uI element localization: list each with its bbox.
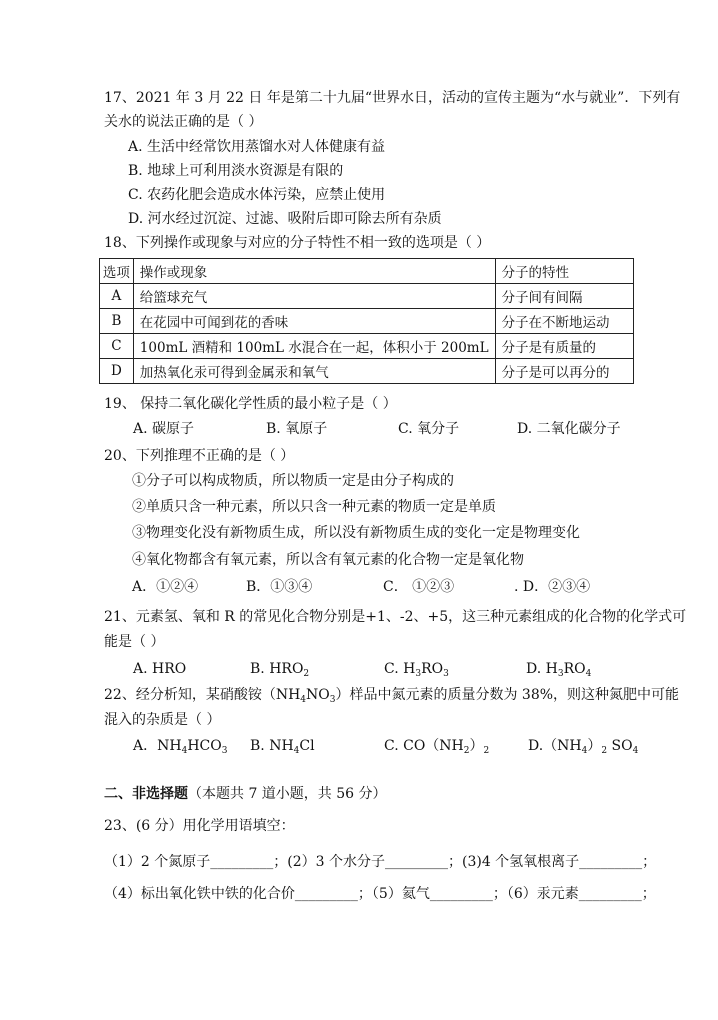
q22-option-d: $D.(NH_4)_2$ $SO_4$ <box>528 738 639 756</box>
q21-option-d: D. $H_3RO_4$ <box>526 661 592 679</box>
table-cell: 在花园中可闻到花的香味 <box>133 309 495 334</box>
table-row <box>100 309 634 334</box>
table-cell: A <box>100 284 134 309</box>
q17-stem-line2: 关水的说法正确的是（ ） <box>104 114 263 130</box>
q20-item-2: ②单质只含一种元素，所以只含一种元素的物质一定是单质 <box>132 499 496 515</box>
q20-option-a: A．①②④ <box>132 579 199 595</box>
table-header-cell: 选项 <box>100 259 134 284</box>
q22-stem-line2: 混入的杂质是（ ） <box>104 712 221 728</box>
q17-option-a: A. 生活中经常饮用蒸馏水对人体健康有益 <box>128 139 386 155</box>
q17-option-b: B. 地球上可利用淡水资源是有限的 <box>128 163 344 179</box>
q18-stem: 18、下列操作或现象与对应的分子特性不相一致的选项是（ ） <box>104 235 491 251</box>
table-cell: 分子是有质量的 <box>495 334 633 359</box>
q20-option-c: C． ①②③ <box>383 579 455 595</box>
q19-option-c: C. 氧分子 <box>398 421 460 437</box>
table-cell: 分子是可以再分的 <box>495 359 633 384</box>
q20-item-3: ③物理变化没有新物质生成，所以没有新物质生成的变化一定是物理变化 <box>132 525 580 541</box>
table-cell: D <box>100 359 134 384</box>
q21-option-c: C. $H_3RO_3$ <box>384 661 449 679</box>
section-title: 二、非选择题 <box>104 786 188 802</box>
q20-option-d: . D．②③④ <box>514 579 591 595</box>
q17-stem-line1: 17、2021 年 3 月 22 日 年是第二十九届“世界水日，活动的宣传主题为“水与就业”．下列有 <box>104 90 681 106</box>
table-cell: 分子间有间隔 <box>495 284 633 309</box>
q22-option-c: C. $CO(NH_2)_2$ <box>384 738 490 756</box>
table-cell: 给篮球充气 <box>133 284 495 309</box>
table-row <box>100 334 634 359</box>
q22-option-a: A．$NH_4HCO_3$ <box>133 738 228 756</box>
q19-option-b: B. 氧原子 <box>266 421 328 437</box>
table-header-cell: 操作或现象 <box>133 259 495 284</box>
table-header-row <box>100 259 634 284</box>
table-header-cell: 分子的特性 <box>495 259 633 284</box>
section-note: （本题共 7 道小题，共 56 分） <box>188 786 387 802</box>
q20-stem: 20、下列推理不正确的是（ ） <box>104 448 295 464</box>
q19-option-d: D. 二氧化碳分子 <box>517 421 621 437</box>
table-row <box>100 359 634 384</box>
q23-line1: （1）2 个氮原子_________；(2）3 个水分子_________；(3)4 个氢氧根离子_________； <box>104 854 657 870</box>
q21-option-a: A. HRO <box>133 661 187 677</box>
q23-stem: 23、(6 分）用化学用语填空： <box>104 818 295 834</box>
q21-stem-line1: 21、元素氢、氧和 R 的常见化合物分别是+1、-2、+5，这三种元素组成的化合物的化学式可 <box>104 609 687 625</box>
table-cell: 100mL 酒精和 100mL 水混合在一起，体积小于 200mL <box>133 334 495 359</box>
q21-stem-line2: 能是（ ） <box>104 634 165 650</box>
q20-option-b: B．①③④ <box>246 579 313 595</box>
table-cell: 分子在不断地运动 <box>495 309 633 334</box>
q19-option-a: A. 碳原子 <box>133 421 195 437</box>
q22-stem-line1: 22、经分析知，某硝酸铵$(NH_4NO_3)$样品中氮元素的质量分数为 38%，则这种氮肥中可能 <box>104 687 680 705</box>
q22-option-b: B. $NH_4Cl$ <box>250 738 315 756</box>
section-heading <box>104 784 387 804</box>
q21-option-b: B. $HRO_2$ <box>250 661 310 679</box>
q18-table <box>99 258 634 384</box>
table-row <box>100 284 634 309</box>
q17-option-d: D. 河水经过沉淀、过滤、吸附后即可除去所有杂质 <box>128 211 442 227</box>
q17-option-c: C. 农药化肥会造成水体污染，应禁止使用 <box>128 187 386 203</box>
table-cell: B <box>100 309 134 334</box>
table-cell: 加热氧化汞可得到金属汞和氧气 <box>133 359 495 384</box>
q20-item-1: ①分子可以构成物质，所以物质一定是由分子构成的 <box>132 473 454 489</box>
table-cell: C <box>100 334 134 359</box>
q23-line2: （4）标出氧化铁中铁的化合价_________；（5）氦气_________；（6）汞元素_________； <box>104 886 656 902</box>
q20-item-4: ④氧化物都含有氧元素，所以含有氧元素的化合物一定是氧化物 <box>132 552 524 568</box>
q19-stem: 19、 保持二氧化碳化学性质的最小粒子是（ ） <box>104 396 397 412</box>
